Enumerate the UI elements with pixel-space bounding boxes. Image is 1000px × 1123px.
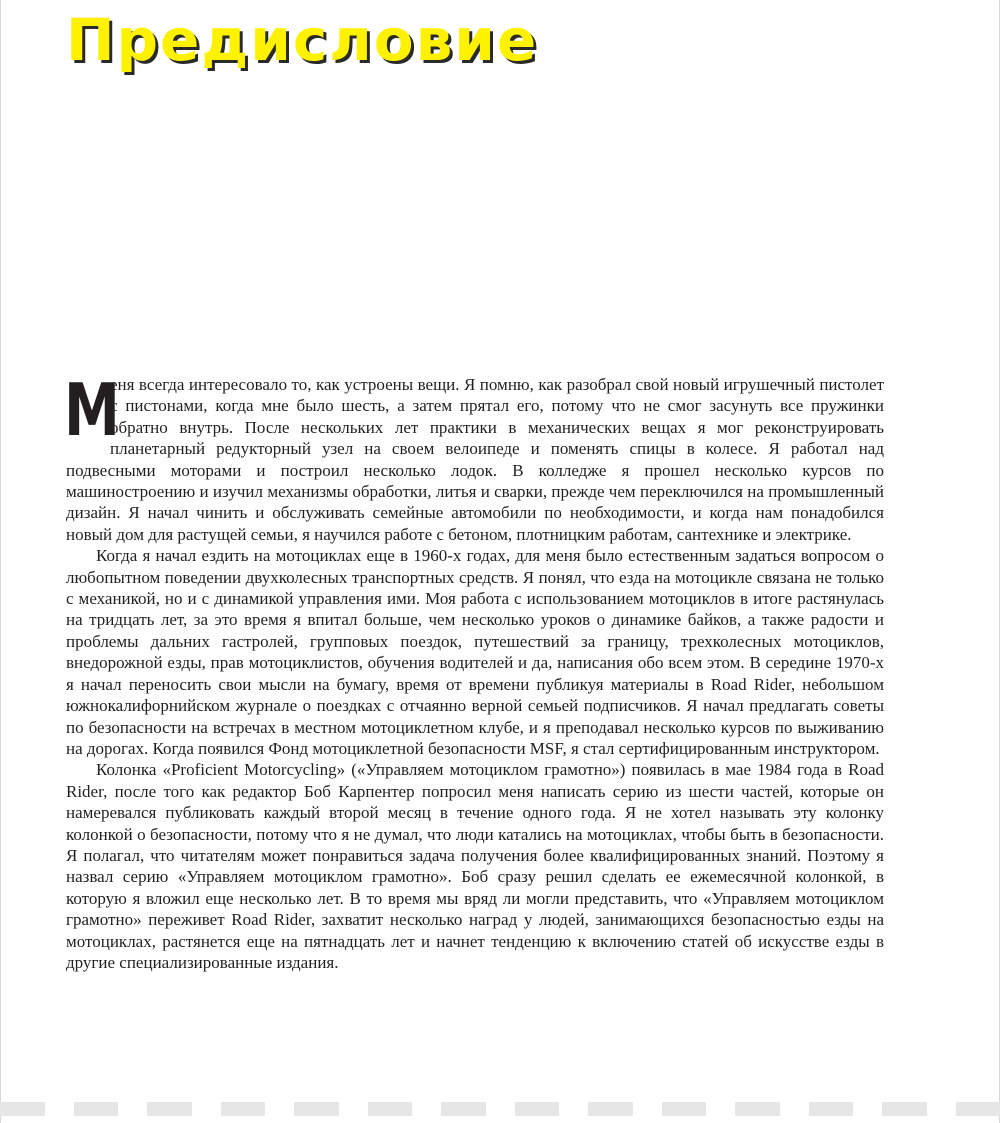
footer-dash [956, 1102, 1000, 1116]
footer-decorative-strip [0, 1102, 1000, 1116]
footer-dash [147, 1102, 192, 1116]
page-title: Предисловие [66, 6, 539, 74]
footer-dash [809, 1102, 854, 1116]
footer-dash [882, 1102, 927, 1116]
page-border-left [0, 0, 1, 1123]
paragraph-2: Когда я начал ездить на мотоциклах еще в 1960-х годах, для меня было естественным задаться вопросом о любопытном поведении двухколесных транспортных средств. Я понял, что езда на мотоцикле связана не только с механикой, но и с динамикой управления ими. Моя работа с использованием мотоциклов в итоге растянулась на тридцать лет, за это время я впитал больше, чем несколько уроков о динамике байков, а также радости и проблемы дальних гастролей, групповых поездок, путешествий за границу, трехколесных мотоциклов, внедорожной езды, прав мотоциклистов, обучения водителей и да, написания обо всем этом. В середине 1970-х я начал переносить свои мысли на бумагу, время от времени публикуя материалы в Road Rider, небольшом южнокалифорнийском журнале о поездках с отчаянно верной семьей подписчиков. Я начал предлагать советы по безопасности на встречах в местном мотоциклетном клубе, и я преподавал несколько курсов по выживанию на дорогах. Когда появился Фонд мотоциклетной безопасности MSF, я стал сертифицированным инструктором. [66, 546, 884, 758]
footer-dash [368, 1102, 413, 1116]
footer-dash [735, 1102, 780, 1116]
drop-cap: М [64, 368, 119, 452]
footer-dash [221, 1102, 266, 1116]
footer-dash [515, 1102, 560, 1116]
footer-dash [662, 1102, 707, 1116]
article-body [64, 368, 884, 973]
paragraph-1 [64, 368, 884, 545]
footer-dash [0, 1102, 45, 1116]
footer-dash [441, 1102, 486, 1116]
footer-dash [588, 1102, 633, 1116]
footer-dash [294, 1102, 339, 1116]
footer-dash [74, 1102, 119, 1116]
paragraph-1-text: еня всегда интересовало то, как устроены вещи. Я помню, как разобрал свой новый игрушечный пистолет с пистонами, когда мне было шесть, а затем прятал его, потому что не смог засунуть все пружинки обратно внутрь. После нескольких лет практики в механических вещах я мог реконструировать планетарный редукторный узел на своем велоипеде и поменять спицы в колесе. Я работал над подвесными моторами и построил несколько лодок. В колледже я прошел несколько курсов по машиностроению и изучил механизмы обработки, литья и сварки, прежде чем переключился на промышленный дизайн. Я начал чинить и обслуживать семейные автомобили по необходимости, и когда нам понадобился новый дом для растущей семьи, я научился работе с бетоном, плотницким работам, сантехнике и электрике. [66, 375, 884, 544]
paragraph-3: Колонка «Proficient Motorcycling» («Управляем мотоциклом грамотно») появилась в мае 1984 года в Road Rider, после того как редактор Боб Карпентер попросил меня написать серию из шести частей, которые он намеревался публиковать каждый второй месяц в течение одного года. Я не хотел называть эту колонку колонкой о безопасности, потому что я не думал, что люди катались на мотоциклах, чтобы быть в безопасности. Я полагал, что читателям может понравиться задача получения более квалифицированных знаний. Поэтому я назвал серию «Управляем мотоциклом грамотно». Боб сразу решил сделать ее ежемесячной колонкой, в которую я вложил еще несколько лет. В то время мы вряд ли могли представить, что «Управляем мотоциклом грамотно» переживет Road Rider, захватит несколько наград у людей, занимающихся безопасностью езды на мотоциклах, растянется еще на пятнадцать лет и начнет тенденцию к включению статей об искусстве езды в другие специализированные издания. [66, 760, 884, 972]
